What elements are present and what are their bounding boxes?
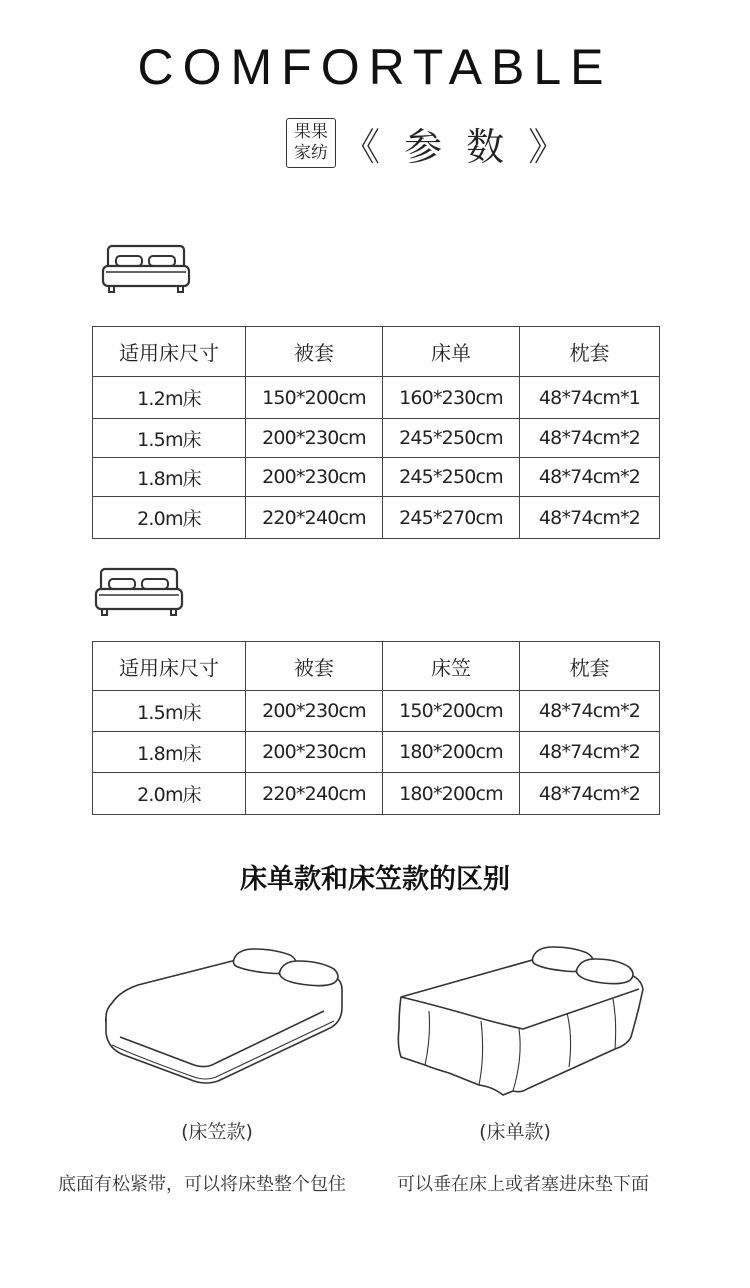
table-row [93,458,660,497]
header-fitted-sheet: 床笠 [383,642,520,691]
cell-duvet-cover: 200*230cm [246,732,383,773]
brand-line-2: 家纺 [294,143,328,163]
cell-pillowcase: 48*74cm*2 [520,691,660,732]
table-row [93,732,660,773]
cell-pillowcase: 48*74cm*2 [520,458,660,497]
cell-duvet-cover: 150*200cm [246,377,383,419]
cell-fitted-sheet: 150*200cm [383,691,520,732]
section-title: 《 参 数 》 [342,124,573,169]
spec-table-fitted-sheet [92,641,660,815]
flat-sheet-illustration [395,945,650,1097]
flat-sheet-description: 可以垂在床上或者塞进床垫下面 [397,1174,649,1195]
bed-icon [94,567,184,619]
cell-pillowcase: 48*74cm*1 [520,377,660,419]
table-row [93,419,660,458]
header-flat-sheet: 床单 [383,327,520,377]
cell-duvet-cover: 220*240cm [246,497,383,539]
section-heading [286,115,572,171]
header-pillowcase: 枕套 [520,642,660,691]
header-bed-size: 适用床尺寸 [93,642,246,691]
cell-duvet-cover: 200*230cm [246,419,383,458]
table-row [93,691,660,732]
cell-pillowcase: 48*74cm*2 [520,732,660,773]
fitted-sheet-description: 底面有松紧带，可以将床垫整个包住 [58,1174,346,1195]
cell-flat-sheet: 245*250cm [383,419,520,458]
brand-line-1: 果果 [294,122,328,142]
page-title: COMFORTABLE [137,39,613,95]
header-pillowcase: 枕套 [520,327,660,377]
cell-bed-size: 1.5m床 [93,691,246,732]
cell-fitted-sheet: 180*200cm [383,732,520,773]
cell-flat-sheet: 245*270cm [383,497,520,539]
header-duvet-cover: 被套 [246,327,383,377]
cell-bed-size: 2.0m床 [93,773,246,815]
header-bed-size: 适用床尺寸 [93,327,246,377]
cell-duvet-cover: 200*230cm [246,691,383,732]
cell-bed-size: 1.8m床 [93,732,246,773]
table-row [93,377,660,419]
table-header-row [93,327,660,377]
spec-table-flat-sheet [92,326,660,539]
table-header-row [93,642,660,691]
fitted-sheet-caption: (床笠款) [181,1121,253,1143]
cell-duvet-cover: 200*230cm [246,458,383,497]
comparison-title: 床单款和床笠款的区别 [240,864,510,895]
cell-pillowcase: 48*74cm*2 [520,497,660,539]
cell-pillowcase: 48*74cm*2 [520,419,660,458]
cell-bed-size: 1.8m床 [93,458,246,497]
brand-logo [286,118,336,168]
cell-bed-size: 1.5m床 [93,419,246,458]
header-duvet-cover: 被套 [246,642,383,691]
cell-flat-sheet: 245*250cm [383,458,520,497]
table-row [93,773,660,815]
cell-fitted-sheet: 180*200cm [383,773,520,815]
cell-bed-size: 2.0m床 [93,497,246,539]
flat-sheet-caption: (床单款) [479,1121,551,1143]
cell-duvet-cover: 220*240cm [246,773,383,815]
cell-pillowcase: 48*74cm*2 [520,773,660,815]
cell-flat-sheet: 160*230cm [383,377,520,419]
cell-bed-size: 1.2m床 [93,377,246,419]
table-row [93,497,660,539]
fitted-sheet-illustration [98,945,348,1090]
bed-icon [101,244,191,296]
